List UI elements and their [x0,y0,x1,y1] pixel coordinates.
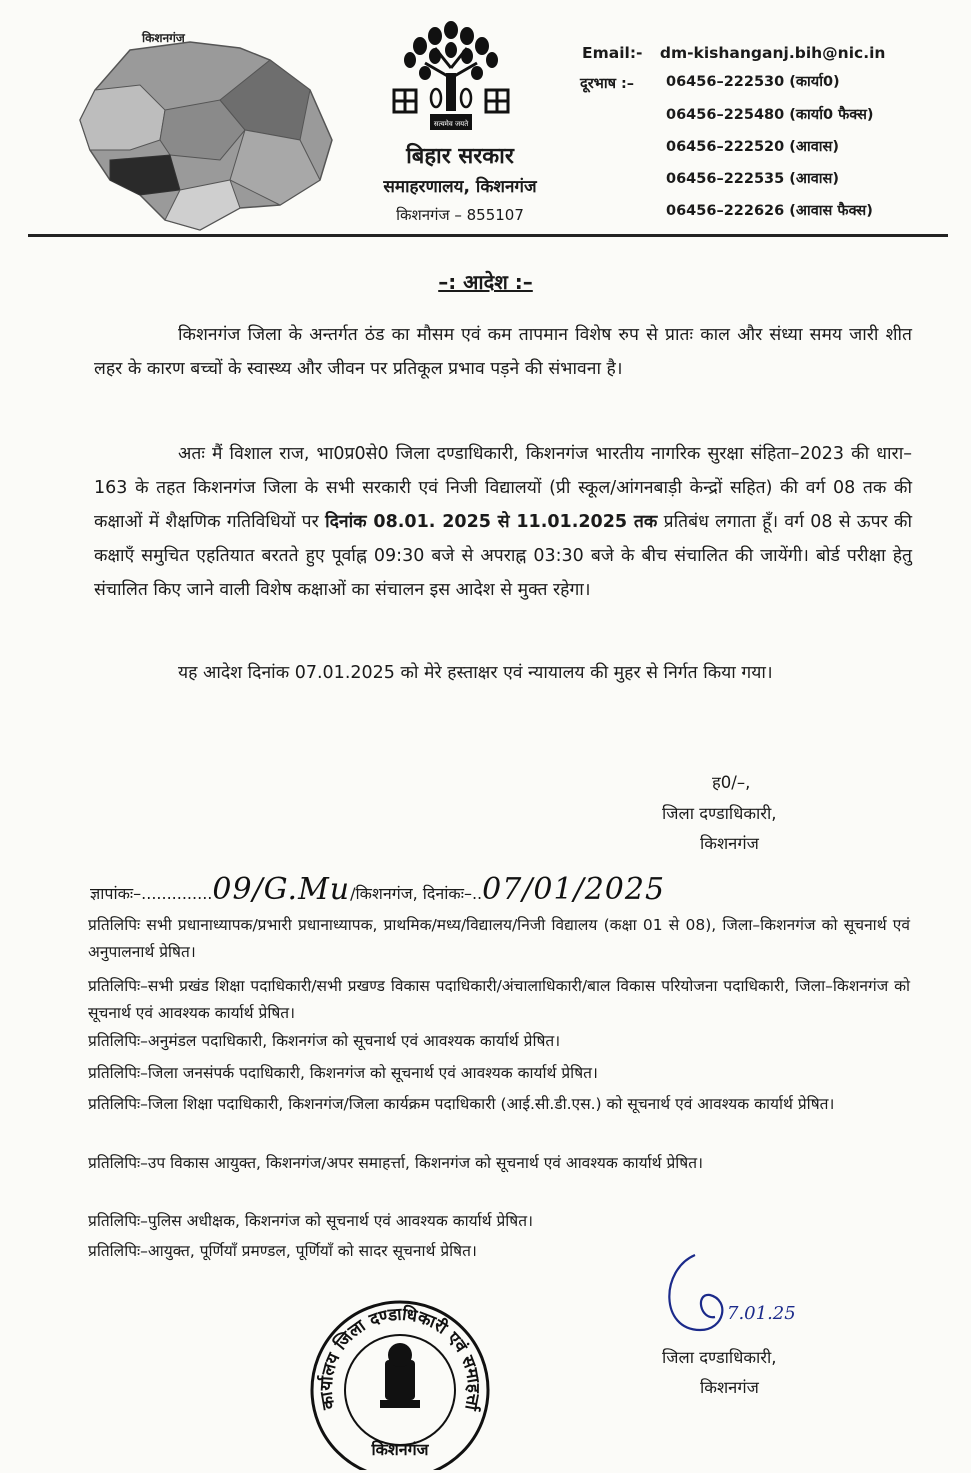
copy-line: प्रतिलिपिः–आयुक्त, पूर्णियाँ प्रमण्डल, पूर्णियाँ को सादर सूचनार्थ प्रेषित। [88,1242,477,1260]
phone-number: 06456–222626 (आवास फैक्स) [666,203,873,219]
copy-line: प्रतिलिपिः–सभी प्रखंड शिक्षा पदाधिकारी/सभी प्रखण्ड विकास पदाधिकारी/अंचालाधिकारी/बाल विकास परियोजना पदाधिकारी, जिला–किशनगंज को सूचनार्थ एवं आवश्यक कार्यार्थ प्रेषित। [88,977,910,1022]
paragraph-2-text-b: प्रतिबंध लगाता हूँ। वर्ग 08 से ऊपर की कक्षाएँ समुचित एहतियात बरतते हुए पूर्वाह्न 09:30 बजे से अपराह्न 03:30 बजे के बीच संचालित की जायेंगी। बोर्ड परीक्षा हेतु संचालित किए जाने वाली विशेष कक्षाओं का संचालन इस आदेश से मुक्त रहेगा। [94,512,912,600]
order-title [0,268,971,295]
paragraph-2-text-a: अतः मैं विशाल राज, भा0प्र0से0 जिला दण्डाधिकारी, किशनगंज भारतीय नागरिक सुरक्षा संहिता–2023 की धारा–163 के तहत किशनगंज जिला के सभी सरकारी एवं निजी विद्यालयों (प्री स्कूल/आंगनबाड़ी केन्द्रों सहित) की वर्ग 08 तक की कक्षाओं में शैक्षणिक गतिविधियों पर [94,444,912,532]
phone-number: 06456–222535 (आवास) [666,171,839,187]
memo-dots: .............. [141,884,213,903]
order-paragraph-2 [94,437,912,607]
office-name: समाहरणालय, किशनगंज [383,177,537,197]
order-title-text: –: आदेश :– [438,270,533,294]
seal-ring-text: कार्यालय जिला दण्डाधिकारी एवं समाहर्त्ता [316,1304,484,1412]
email-line [582,44,885,62]
copy-line: प्रतिलिपिः सभी प्रधानाध्यापक/प्रभारी प्रधानाध्यापक, प्राथमिक/मध्य/विद्यालय/निजी विद्यालय (कक्षा 01 से 08), जिला–किशनगंज को सूचनार्थ एवं अनुपालनार्थ प्रेषित। [88,916,910,961]
order-paragraph-3 [94,656,912,690]
sign-ho: ह0/–, [712,773,751,792]
copy-line: प्रतिलिपिः–अनुमंडल पदाधिकारी, किशनगंज को सूचनार्थ एवं आवश्यक कार्यार्थ प्रेषित। [88,1032,561,1050]
map-label: किशनगंज [142,31,185,45]
sign-designation: जिला दण्डाधिकारी, [662,804,777,823]
memo-mid-text: /किशनगंज, दिनांकः– [350,884,472,903]
sign-designation-final: जिला दण्डाधिकारी, [662,1348,777,1367]
email-link[interactable]: dm-kishanganj.bih@nic.in [659,44,886,62]
copy-line: प्रतिलिपिः–पुलिस अधीक्षक, किशनगंज को सूचनार्थ एवं आवश्यक कार्यार्थ प्रेषित। [88,1212,533,1230]
signature-scribble: 7.01.25 [727,1303,796,1324]
office-pin: किशनगंज – 855107 [396,206,524,224]
bihar-emblem-logo [390,18,525,138]
paragraph-1-text: किशनगंज जिला के अन्तर्गत ठंड का मौसम एवं कम तापमान विशेष रुप से प्रातः काल और संध्या समय जारी शीत लहर के कारण बच्चों के स्वास्थ्य और जीवन पर प्रतिकूल प्रभाव पड़ने की संभावना है। [94,325,912,379]
handwritten-signature [655,1245,805,1340]
copy-line: प्रतिलिपिः–जिला जनसंपर्क पदाधिकारी, किशनगंज को सूचनार्थ एवं आवश्यक कार्यार्थ प्रेषित। [88,1064,598,1082]
ashoka-emblem-icon [380,1343,420,1408]
header-divider [28,234,948,237]
email-label: Email:- [582,44,643,62]
government-name: बिहार सरकार [406,144,514,169]
memo-date-handwritten: 07/01/2025 [482,872,666,907]
office-seal-stamp [305,1290,495,1470]
emblem-caption: सत्यमेव जयते [433,120,469,128]
memo-label: ज्ञापांकः– [90,884,142,903]
district-map-image [70,30,340,235]
paragraph-3-text: यह आदेश दिनांक 07.01.2025 को मेरे हस्ताक्षर एवं न्यायालय की मुहर से निर्गत किया गया। [178,663,773,683]
seal-bottom-text: किशनगंज [371,1440,429,1459]
phone-label: दूरभाष :– [580,76,635,92]
memo-dots: .. [471,884,483,903]
phone-number: 06456–222530 (कार्या0) [666,74,840,90]
memo-line [90,872,930,907]
phone-number: 06456–225480 (कार्या0 फैक्स) [666,107,874,123]
order-paragraph-1 [94,318,912,386]
paragraph-2-date-range: दिनांक 08.01. 2025 से 11.01.2025 तक [325,512,658,532]
sign-district: किशनगंज [700,834,759,853]
phone-number: 06456–222520 (आवास) [666,139,839,155]
copy-line: प्रतिलिपिः–जिला शिक्षा पदाधिकारी, किशनगंज/जिला कार्यक्रम पदाधिकारी (आई.सी.डी.एस.) को सूचनार्थ एवं आवश्यक कार्यार्थ प्रेषित। [88,1095,835,1113]
copy-line: प्रतिलिपिः–उप विकास आयुक्त, किशनगंज/अपर समाहर्त्ता, किशनगंज को सूचनार्थ एवं आवश्यक कार्यार्थ प्रेषित। [88,1154,703,1172]
memo-number-handwritten: 09/G.Mu [212,872,351,907]
sign-district-final: किशनगंज [700,1378,759,1397]
